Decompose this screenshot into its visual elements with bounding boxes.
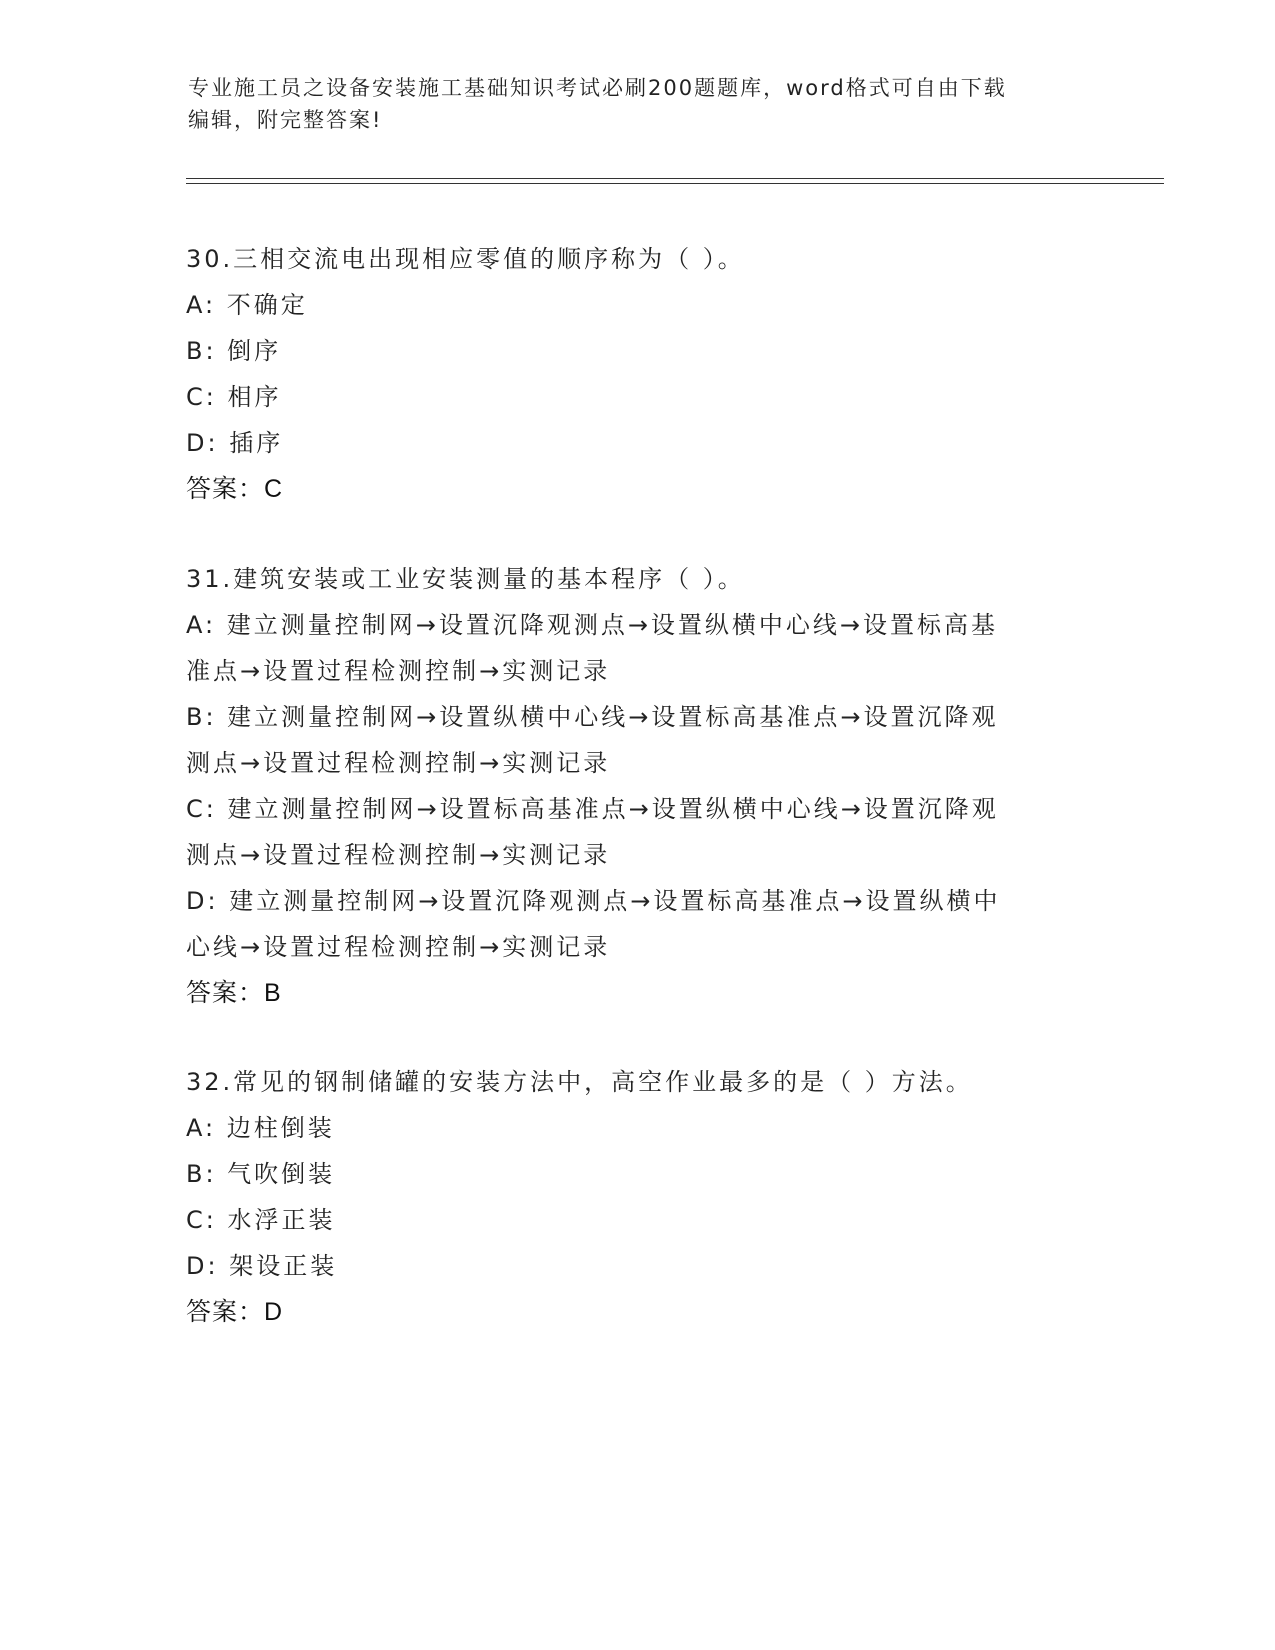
- option-c: C: 相序: [186, 383, 282, 411]
- option-a-line-2: 准点→设置过程检测控制→实测记录: [186, 657, 611, 685]
- option-d: D: 架设正装: [186, 1252, 338, 1280]
- option-c: C: 水浮正装: [186, 1206, 336, 1234]
- header-divider-bottom: [186, 183, 1164, 184]
- header-divider-top: [186, 178, 1164, 179]
- option-a: A: 边柱倒装: [186, 1114, 335, 1142]
- option-c-line-2: 测点→设置过程检测控制→实测记录: [186, 841, 611, 869]
- header-line-2: 编辑，附完整答案!: [188, 108, 383, 132]
- option-b: B: 气吹倒装: [186, 1160, 336, 1188]
- option-c-line-1: C: 建立测量控制网→设置标高基准点→设置纵横中心线→设置沉降观: [186, 795, 999, 823]
- option-a: A: 不确定: [186, 291, 308, 319]
- question-stem: 30.三相交流电出现相应零值的顺序称为（ ）。: [186, 245, 745, 273]
- option-a: [186, 602, 1086, 694]
- option-c: [186, 786, 1086, 878]
- answer-label: 答案：D: [186, 1298, 284, 1326]
- document-header: [188, 72, 1088, 136]
- header-line-1: 专业施工员之设备安装施工基础知识考试必刷200题题库，word格式可自由下载: [188, 76, 1007, 100]
- option-d-line-1: D: 建立测量控制网→设置沉降观测点→设置标高基准点→设置纵横中: [186, 887, 1001, 915]
- question-30: [186, 236, 1086, 512]
- option-b: B: 倒序: [186, 337, 282, 365]
- option-d: [186, 878, 1086, 970]
- option-d-line-2: 心线→设置过程检测控制→实测记录: [186, 933, 611, 961]
- question-stem: 31.建筑安装或工业安装测量的基本程序（ ）。: [186, 565, 745, 593]
- option-a-line-1: A: 建立测量控制网→设置沉降观测点→设置纵横中心线→设置标高基: [186, 611, 999, 639]
- option-b-line-2: 测点→设置过程检测控制→实测记录: [186, 749, 611, 777]
- question-32: [186, 1059, 1086, 1335]
- question-stem: 32.常见的钢制储罐的安装方法中，高空作业最多的是（ ）方法。: [186, 1068, 973, 1096]
- option-b: [186, 694, 1086, 786]
- question-31: [186, 556, 1086, 1016]
- option-b-line-1: B: 建立测量控制网→设置纵横中心线→设置标高基准点→设置沉降观: [186, 703, 999, 731]
- answer-label: 答案：C: [186, 475, 284, 503]
- option-d: D: 插序: [186, 429, 284, 457]
- answer-label: 答案：B: [186, 979, 282, 1007]
